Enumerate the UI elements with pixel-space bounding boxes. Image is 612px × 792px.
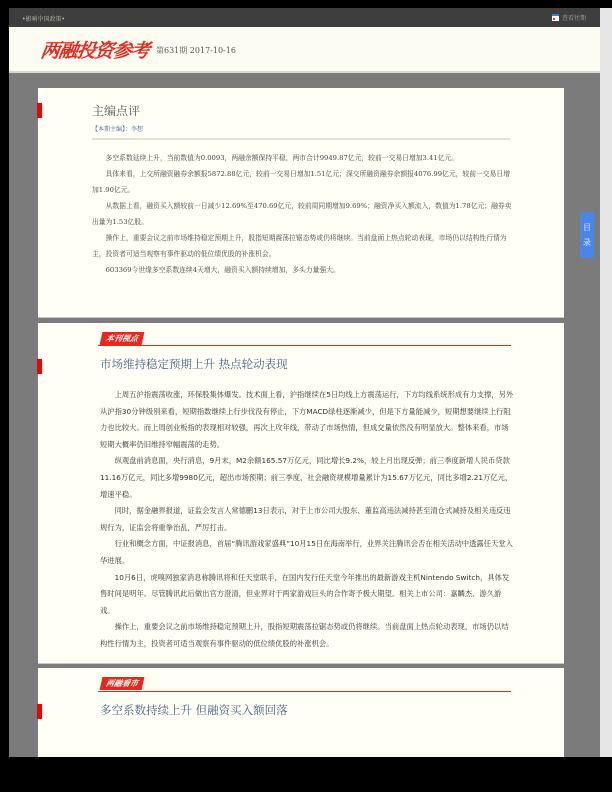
article-title[interactable]: 多空系数持续上升 但融资买入额回落 — [100, 703, 288, 717]
table-of-contents-tab[interactable] — [580, 212, 594, 258]
article-title[interactable]: 市场维持稳定预期上升 热点轮动表现 — [100, 357, 288, 371]
paragraph: 操作上，重要会议之前市场维持稳定预期上升，股指短期震荡拉锯态势或仍将继续。当前盘面上热点轮动表现，市场仍以结构性行情为主，投资者可适当观察有事件驱动的低位绩优股的补涨机会。 — [92, 234, 507, 258]
paragraph: 同时，据金融界报道，证监会发言人常德鹏13日表示，对于上市公司大股东、董监高违法减持甚至清仓式减持及相关违反违规行为，证监会将重拳治乱，严厉打击。 — [100, 506, 511, 532]
divider — [92, 138, 510, 140]
toc-label-1: 目 — [583, 223, 591, 232]
editor-review-card — [38, 88, 564, 318]
market-view-card — [38, 668, 564, 757]
document-viewport — [9, 8, 600, 757]
paragraph: 具体来看，上交所融资融券余额报5872.88亿元，较前一交易日增加1.51亿元；深交所融资融券余额报4076.99亿元，较前一交易日增加1.90亿元。 — [92, 170, 510, 194]
viewpoint-body — [100, 387, 514, 653]
viewpoint-card — [38, 323, 564, 664]
section-marker — [37, 704, 42, 719]
section-title: 主编点评 — [92, 104, 141, 118]
view-past-issues-link[interactable] — [552, 13, 586, 22]
paragraph: 603369今世缘多空系数连续4天增大，融资买入额持续增加，多头力量强大。 — [105, 266, 340, 274]
paragraph: 从数据上看，融资买入额较前一日减少12.69%至470.69亿元，较前周同期增加9.69%；融资净买入额流入，数值为1.78亿元；融券卖出量为1.53亿股。 — [92, 202, 512, 226]
tag-underline — [98, 345, 511, 346]
calendar-icon — [552, 14, 559, 21]
section-tag: 本刊视点 — [100, 332, 145, 345]
editor-label: 【本期主编】： — [92, 126, 132, 133]
editor-credit — [92, 124, 143, 133]
slogan: •影响中国政策• — [22, 16, 66, 23]
top-bar — [9, 8, 600, 27]
tag-underline — [98, 691, 511, 692]
section-marker — [37, 103, 42, 118]
paragraph: 上周五沪指震荡收涨，环保股集体爆发。技术面上看，沪指继续在5日均线上方震荡运行，下方均线系统形成有力支撑，另外从沪指30分钟级别来看，短期指数继续上行步伐没有停止，下方MACD绿柱逐渐减少，但是下方量能减少，短期想要继续上行阻力也比较大。而上周创业板指的表现相对较强，再次上攻年线，带动了市场热情，但成交量依然没有明显放大。整体来看，市场短期大概率仍旧维持窄幅震荡的走势。 — [100, 390, 514, 449]
editor-review-body — [92, 150, 512, 278]
masthead — [9, 27, 600, 73]
paragraph: 多空系数延续上升，当前数值为0.0093，两融余额保持平稳，两市合计9949.87亿元，较前一交易日增加3.41亿元。 — [105, 154, 459, 162]
paragraph: 行业和概念方面，中证报消息，首届“腾讯游戏家盛典”10月15日在海南举行，业界关注腾讯会否在相关活动中透露任天堂入华进展。 — [100, 539, 513, 565]
toc-label-2: 录 — [583, 238, 591, 247]
paragraph: 纵观盘前消息面，央行消息，9月末，M2余额165.57万亿元，同比增长9.2%，较上月出现反弹；前三季度新增人民币贷款11.16万亿元，同比多增9980亿元，超出市场预期；前三季度，社会融资规模增量累计为15.67万亿元，同比多增2.21万亿元，增速平稳。 — [100, 456, 513, 499]
issue-info: 第631期 2017-10-16 — [156, 46, 236, 55]
view-past-issues-label: 查看往期 — [561, 15, 586, 22]
logo: 两融投资参考 — [39, 40, 151, 62]
scrollbar[interactable] — [600, 8, 612, 757]
paragraph: 操作上，重要会议之前市场维持稳定预期上升，股指短期震荡拉锯态势或仍将继续。当前盘面上热点轮动表现，市场仍以结构性行情为主，投资者可适当观察有事件驱动的低位绩优股的补涨机会。 — [100, 622, 509, 648]
editor-name: 李想 — [131, 126, 144, 133]
section-marker — [37, 359, 42, 374]
section-tag: 两融看市 — [100, 677, 145, 690]
paragraph: 10月6日，虎嗅网独家消息称腾讯将和任天堂联手，在国内发行任天堂今年推出的最新游戏主机Nintendo Switch，具体发售时间是明年。尽管腾讯此后做出官方澄清，但业界对于两家游戏巨头的合作寄予极大期望。相关上市公司：嘉麟杰、游久游戏。 — [100, 572, 510, 615]
